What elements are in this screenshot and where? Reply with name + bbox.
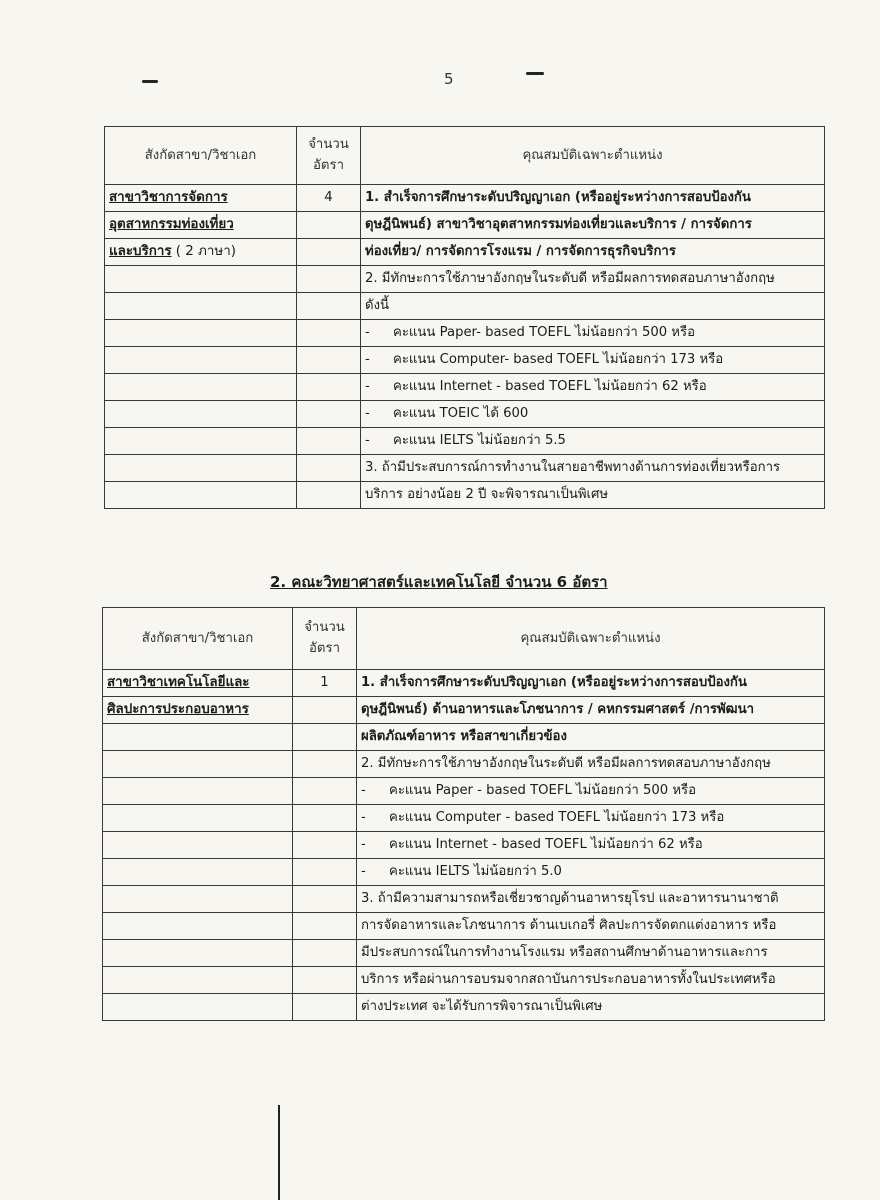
table-row	[105, 374, 825, 401]
qualification-cell	[361, 185, 825, 212]
department-name: สาขาวิชาการจัดการ	[109, 189, 228, 205]
bullet-dash: -	[361, 864, 366, 880]
position-count-cell	[293, 994, 357, 1021]
table-row	[105, 185, 825, 212]
qualification-text: ท่องเที่ยว/ การจัดการโรงแรม / การจัดการธุรกิจบริการ	[365, 244, 676, 260]
position-count-cell	[297, 293, 361, 320]
qualification-text: มีประสบการณ์ในการทำงานโรงแรม หรือสถานศึกษาด้านอาหารและการ	[361, 945, 768, 961]
department-cell	[105, 239, 297, 266]
qualification-text: บริการ หรือผ่านการอบรมจากสถาบันการประกอบอาหารทั้งในประเทศหรือ	[361, 972, 776, 988]
qualification-text: คะแนน Internet - based TOEFL ไม่น้อยกว่า 62 หรือ	[389, 837, 703, 853]
page-number: 5	[444, 70, 454, 88]
qualification-cell	[357, 859, 825, 886]
table-row	[105, 266, 825, 293]
table-row	[103, 805, 825, 832]
qualification-text: ต่างประเทศ จะได้รับการพิจารณาเป็นพิเศษ	[361, 999, 603, 1015]
department-cell	[103, 751, 293, 778]
department-cell	[103, 805, 293, 832]
department-name: อุตสาหกรรมท่องเที่ยว	[109, 216, 234, 232]
qualification-cell	[357, 697, 825, 724]
qualification-cell	[357, 886, 825, 913]
department-cell	[105, 428, 297, 455]
qualification-cell	[357, 724, 825, 751]
qualification-cell	[357, 670, 825, 697]
position-count-cell	[297, 239, 361, 266]
table-row	[105, 482, 825, 509]
qualification-text: 1. สำเร็จการศึกษาระดับปริญญาเอก (หรืออยู่ระหว่างการสอบป้องกัน	[365, 190, 751, 206]
scan-mark	[142, 80, 158, 83]
bullet-dash: -	[361, 783, 366, 799]
bullet-dash: -	[365, 325, 370, 341]
header-qualifications: คุณสมบัติเฉพาะตำแหน่ง	[361, 127, 825, 185]
table-row	[105, 320, 825, 347]
table-row	[103, 994, 825, 1021]
header-count: จำนวน อัตรา	[297, 127, 361, 185]
qualification-text: 2. มีทักษะการใช้ภาษาอังกฤษในระดับดี หรือมีผลการทดสอบภาษาอังกฤษ	[361, 756, 771, 772]
scan-mark	[526, 72, 544, 75]
position-count-cell	[297, 401, 361, 428]
qualification-cell	[361, 320, 825, 347]
qualification-text: คะแนน Paper- based TOEFL ไม่น้อยกว่า 500 หรือ	[393, 325, 696, 341]
table-row	[105, 212, 825, 239]
position-count-cell	[293, 778, 357, 805]
position-count-cell	[297, 455, 361, 482]
position-count-cell	[293, 967, 357, 994]
position-count-cell	[293, 832, 357, 859]
qualification-text: ดุษฎีนิพนธ์) ด้านอาหารและโภชนาการ / คหกรรมศาสตร์ /การพัฒนา	[361, 702, 755, 718]
department-cell	[105, 482, 297, 509]
qualification-cell	[357, 832, 825, 859]
table-row	[103, 832, 825, 859]
department-cell	[103, 724, 293, 751]
qualification-text: บริการ อย่างน้อย 2 ปี จะพิจารณาเป็นพิเศษ	[365, 487, 609, 503]
department-cell	[103, 859, 293, 886]
table-row	[103, 913, 825, 940]
qualifications-table-culinary	[102, 607, 825, 1021]
table-row	[103, 940, 825, 967]
qualification-cell	[357, 805, 825, 832]
header-department: สังกัดสาขา/วิชาเอก	[105, 127, 297, 185]
position-count-cell	[297, 374, 361, 401]
qualification-cell	[361, 266, 825, 293]
qualification-text: ดังนี้	[365, 298, 390, 314]
department-note: ( 2 ภาษา)	[171, 243, 236, 259]
qualification-text: คะแนน IELTS ไม่น้อยกว่า 5.5	[393, 433, 566, 449]
table-row	[105, 428, 825, 455]
bullet-dash: -	[365, 406, 370, 422]
department-cell	[105, 185, 297, 212]
position-count-cell	[293, 751, 357, 778]
department-cell	[103, 886, 293, 913]
qualification-cell	[357, 940, 825, 967]
qualification-cell	[357, 913, 825, 940]
qualification-cell	[361, 455, 825, 482]
qualification-text: การจัดอาหารและโภชนาการ ด้านเบเกอรี่ ศิลปะการจัดตกแต่งอาหาร หรือ	[361, 918, 777, 934]
position-count-cell	[293, 859, 357, 886]
department-name: ศิลปะการประกอบอาหาร	[107, 701, 249, 717]
table-row	[105, 239, 825, 266]
bullet-dash: -	[365, 433, 370, 449]
department-cell	[105, 266, 297, 293]
department-cell	[105, 401, 297, 428]
header-qualifications: คุณสมบัติเฉพาะตำแหน่ง	[357, 608, 825, 670]
qualification-cell	[361, 347, 825, 374]
qualification-cell	[361, 482, 825, 509]
table-row	[103, 751, 825, 778]
qualification-cell	[361, 374, 825, 401]
qualification-cell	[361, 293, 825, 320]
table-row	[103, 859, 825, 886]
qualification-text: คะแนน Computer - based TOEFL ไม่น้อยกว่า 173 หรือ	[389, 810, 725, 826]
qualification-text: คะแนน Internet - based TOEFL ไม่น้อยกว่า 62 หรือ	[393, 379, 707, 395]
qualification-cell	[361, 212, 825, 239]
department-cell	[103, 832, 293, 859]
position-count-cell	[297, 266, 361, 293]
position-count-cell	[297, 320, 361, 347]
qualification-text: คะแนน IELTS ไม่น้อยกว่า 5.0	[389, 864, 562, 880]
qualification-cell	[357, 778, 825, 805]
department-cell	[103, 994, 293, 1021]
position-count-cell	[293, 940, 357, 967]
department-cell	[103, 913, 293, 940]
qualification-cell	[361, 401, 825, 428]
position-count-cell: 1	[293, 670, 357, 697]
position-count-cell	[293, 805, 357, 832]
position-count-cell	[293, 886, 357, 913]
position-count-cell	[293, 724, 357, 751]
position-count-cell	[297, 347, 361, 374]
table-row	[103, 724, 825, 751]
bullet-dash: -	[365, 352, 370, 368]
department-cell	[105, 320, 297, 347]
department-cell	[105, 374, 297, 401]
table-row	[105, 401, 825, 428]
margin-line	[278, 1105, 280, 1200]
department-name: และบริการ	[109, 243, 172, 259]
qualification-text: 3. ถ้ามีความสามารถหรือเชี่ยวชาญด้านอาหารยุโรป และอาหารนานาชาติ	[361, 891, 779, 907]
table-row	[105, 293, 825, 320]
qualification-text: คะแนน TOEIC ได้ 600	[393, 406, 529, 422]
qualification-cell	[357, 994, 825, 1021]
department-cell	[103, 940, 293, 967]
qualifications-table-tourism	[104, 126, 825, 509]
qualification-text: ดุษฎีนิพนธ์) สาขาวิชาอุตสาหกรรมท่องเที่ยวและบริการ / การจัดการ	[365, 217, 752, 233]
qualification-text: 1. สำเร็จการศึกษาระดับปริญญาเอก (หรืออยู่ระหว่างการสอบป้องกัน	[361, 675, 747, 691]
department-cell	[103, 697, 293, 724]
table-row	[103, 967, 825, 994]
header-count: จำนวน อัตรา	[293, 608, 357, 670]
bullet-dash: -	[365, 379, 370, 395]
department-name: สาขาวิชาเทคโนโลยีและ	[107, 674, 250, 690]
qualification-text: 2. มีทักษะการใช้ภาษาอังกฤษในระดับดี หรือมีผลการทดสอบภาษาอังกฤษ	[365, 271, 775, 287]
qualification-text: ผลิตภัณฑ์อาหาร หรือสาขาเกี่ยวข้อง	[361, 729, 567, 745]
position-count-cell	[297, 428, 361, 455]
position-count-cell	[293, 913, 357, 940]
department-cell	[105, 293, 297, 320]
qualification-text: คะแนน Computer- based TOEFL ไม่น้อยกว่า 173 หรือ	[393, 352, 724, 368]
table-row	[103, 886, 825, 913]
department-cell	[103, 670, 293, 697]
qualification-text: คะแนน Paper - based TOEFL ไม่น้อยกว่า 500 หรือ	[389, 783, 697, 799]
qualification-cell	[357, 967, 825, 994]
department-cell	[105, 212, 297, 239]
qualification-cell	[361, 239, 825, 266]
qualification-cell	[357, 751, 825, 778]
header-department: สังกัดสาขา/วิชาเอก	[103, 608, 293, 670]
qualification-cell	[361, 428, 825, 455]
section-heading-science-technology: 2. คณะวิทยาศาสตร์และเทคโนโลยี จำนวน 6 อัตรา	[270, 573, 608, 591]
position-count-cell	[297, 482, 361, 509]
position-count-cell: 4	[297, 185, 361, 212]
department-cell	[103, 967, 293, 994]
department-cell	[105, 347, 297, 374]
table-row	[103, 670, 825, 697]
position-count-cell	[293, 697, 357, 724]
table-row	[105, 455, 825, 482]
qualification-text: 3. ถ้ามีประสบการณ์การทำงานในสายอาชีพทางด้านการท่องเที่ยวหรือการ	[365, 460, 781, 476]
position-count-cell	[297, 212, 361, 239]
bullet-dash: -	[361, 837, 366, 853]
table-row	[103, 697, 825, 724]
department-cell	[103, 778, 293, 805]
department-cell	[105, 455, 297, 482]
table-row	[103, 778, 825, 805]
bullet-dash: -	[361, 810, 366, 826]
table-row	[105, 347, 825, 374]
